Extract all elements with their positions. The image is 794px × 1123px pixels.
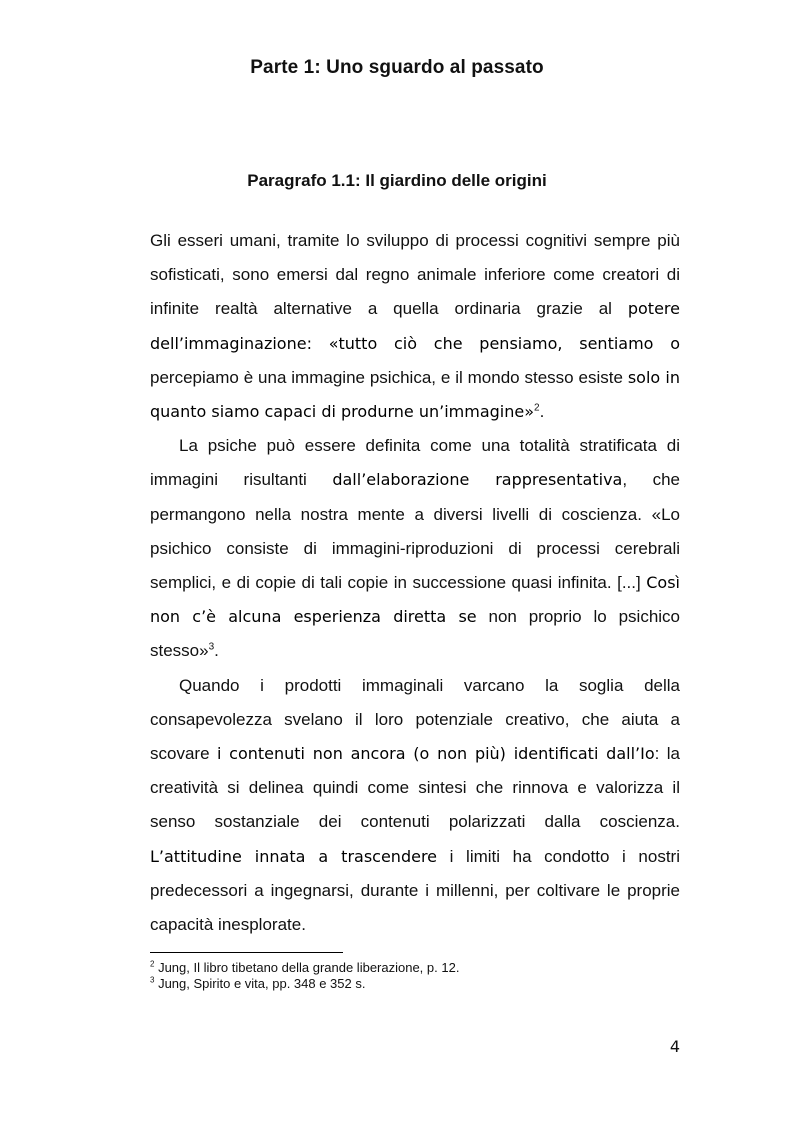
footnote-ref-2[interactable]: 2 (534, 402, 540, 414)
paragraph-2-text-a: La psiche può essere definita come una totalità stratificata di immagini risultanti (150, 436, 680, 490)
paragraph-3-text-a: Quando i prodotti immaginali varcano la soglia della consapevolezza svelano il loro potenziale creativo, che aiuta a scovare (150, 675, 680, 764)
section-title: Paragrafo 1.1: Il giardino delle origini (247, 171, 547, 190)
footnote-number: 2 (150, 959, 155, 969)
footnote-divider (150, 952, 343, 953)
paragraph-2-text-c: non proprio lo psichico stesso» (150, 607, 681, 661)
footnote-2 (150, 960, 680, 976)
footnote-text: Jung, Spirito e vita, pp. 348 e 352 s. (154, 976, 366, 991)
paragraph-3 (150, 669, 680, 943)
paragraph-1-highlight-a: potere dell’immaginazione: «tutto ciò che pensiamo, sentiamo o (150, 299, 680, 353)
footnotes (150, 960, 680, 992)
paragraph-1-text-b: percepiamo è una immagine psichica, e il mondo stesso esiste (150, 367, 628, 387)
paragraph-3-text-c: i limiti ha condotto i nostri predecessori a ingegnarsi, durante i millenni, per coltivare le proprie capacità inesplorate. (150, 846, 680, 935)
footnote-3 (150, 976, 680, 992)
body-text (150, 224, 680, 942)
paragraph-1 (150, 224, 680, 429)
paragraph-1-text-a: Gli esseri umani, tramite lo sviluppo di processi cognitivi sempre più sofisticati, sono emersi dal regno animale inferiore come creatori di infinite realtà alternative a quella ordinaria grazie al (150, 231, 680, 319)
paragraph-2 (150, 429, 680, 668)
paragraph-1-text-c: . (539, 402, 545, 422)
paragraph-3-highlight-b: L’attitudine innata a trascendere (150, 846, 438, 866)
page-number: 4 (669, 1037, 680, 1056)
footnote-text: Jung, Il libro tibetano della grande liberazione, p. 12. (154, 960, 460, 975)
paragraph-2-text-d: . (214, 641, 219, 661)
paragraph-2-highlight-a: dall’elaborazione rappresentativa (332, 470, 623, 490)
footnote-ref-3[interactable]: 3 (208, 641, 215, 653)
paragraph-1-highlight-b: solo in quanto siamo capaci di produrne un’immagine» (150, 367, 680, 422)
paragraph-2-highlight-b: Così non c’è alcuna esperienza diretta se (150, 573, 680, 627)
paragraph-2-text-b: , che permangono nella nostra mente a diversi livelli di coscienza. «Lo psichico consiste di immagini-riproduzioni di processi cerebrali semplici, e di copie di tali copie in successione quasi infinita. [...] (150, 470, 681, 593)
footnote-number: 3 (150, 975, 155, 985)
part-title: Parte 1: Uno sguardo al passato (250, 57, 544, 78)
paragraph-3-text-b: : la creatività si delinea quindi come sintesi che rinnova e valorizza il senso sostanziale dei contenuti polarizzati dalla coscienza. (150, 744, 680, 832)
paragraph-3-highlight-a: i contenuti non ancora (o non più) identificati dall’Io (216, 744, 655, 764)
